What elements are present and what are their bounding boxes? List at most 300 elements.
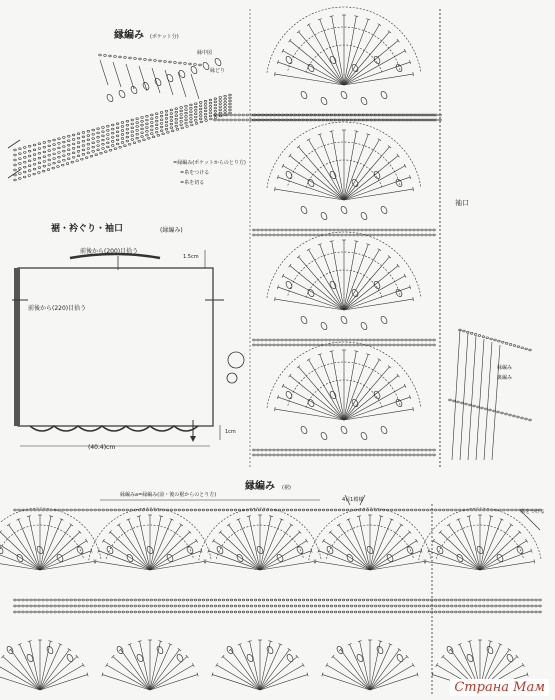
strip-row <box>121 142 124 144</box>
panel-row <box>393 229 396 231</box>
strip-row <box>162 133 165 135</box>
bottom-row <box>102 509 105 511</box>
panel-row <box>265 234 268 236</box>
strip-row <box>160 115 163 117</box>
strip-row <box>42 170 45 172</box>
strip-leaf <box>166 73 174 82</box>
bottom-row <box>206 611 209 613</box>
edge-dot <box>249 325 250 326</box>
bottom-row <box>531 599 534 601</box>
bottom-row <box>495 599 498 601</box>
strip-row <box>151 122 154 124</box>
bottom-row <box>214 599 217 601</box>
bottom-row <box>134 605 137 607</box>
bottom-fan <box>370 561 424 570</box>
panel-row <box>261 234 264 236</box>
strip-row <box>194 109 197 111</box>
bottom-row <box>182 611 185 613</box>
bottom-row <box>46 611 49 613</box>
bottom-row <box>362 509 365 511</box>
panel-row <box>369 454 372 456</box>
edge-dot <box>439 237 441 239</box>
strip-row <box>143 139 146 141</box>
strip-row <box>126 128 129 130</box>
bottom-fan <box>150 561 204 570</box>
panel-row <box>273 234 276 236</box>
strip-row <box>131 123 134 125</box>
stitch-tick <box>378 139 381 141</box>
strip-row <box>116 139 119 141</box>
panel-row <box>253 339 256 341</box>
strip-row <box>141 128 144 130</box>
edge-dot <box>249 193 250 194</box>
panel-row <box>297 234 300 236</box>
bottom-row <box>455 605 458 607</box>
bottom-row <box>426 599 429 601</box>
panel-row <box>377 339 380 341</box>
panel-row <box>349 234 352 236</box>
edge-dot <box>439 205 441 207</box>
edge-dot <box>439 333 441 335</box>
bottom-row <box>238 509 241 511</box>
panel-row <box>333 234 336 236</box>
strip-row <box>90 155 93 157</box>
panel-row <box>401 339 404 341</box>
legend-line-2: =糸をつける <box>180 170 210 176</box>
edge-dot <box>249 77 250 78</box>
strip-row <box>14 179 17 181</box>
strip-row <box>190 124 193 126</box>
bottom-row <box>186 509 189 511</box>
edge-dot <box>249 453 250 454</box>
strip-row <box>107 146 110 148</box>
bottom-row <box>118 611 121 613</box>
strip-row <box>164 61 167 63</box>
strip-row <box>43 156 46 158</box>
edge-dot <box>249 329 250 330</box>
strip-row <box>219 97 222 99</box>
edge-dot <box>249 73 250 74</box>
panel-row <box>293 229 296 231</box>
stitch-tick <box>326 663 328 666</box>
edge-dot <box>439 405 441 407</box>
edge-dot <box>249 433 250 434</box>
bottom-row <box>18 509 21 511</box>
edge-dot <box>249 101 250 102</box>
strip-row <box>194 64 197 66</box>
edge-dot <box>431 596 432 597</box>
strip-row <box>219 112 222 114</box>
bottom-row <box>270 605 273 607</box>
edge-dot <box>439 57 441 59</box>
strip-row <box>121 138 124 140</box>
panel-row <box>337 454 340 456</box>
strip-row <box>209 115 212 117</box>
strip-row <box>58 138 61 140</box>
strip-row <box>165 125 168 127</box>
bottom-row <box>443 605 446 607</box>
panel-row <box>281 449 284 451</box>
stitch-tick <box>275 297 276 301</box>
bottom-row <box>330 509 333 511</box>
strip-row <box>121 122 124 124</box>
bottom-row <box>150 605 153 607</box>
bottom-row <box>286 509 289 511</box>
fragment-row <box>449 399 452 401</box>
bottom-row <box>74 509 77 511</box>
bottom-row <box>250 611 253 613</box>
strip-row <box>19 173 22 175</box>
edge-dot <box>249 49 250 50</box>
bottom-row <box>330 599 333 601</box>
bottom-row <box>354 605 357 607</box>
bottom-row <box>210 605 213 607</box>
bottom-row <box>234 509 237 511</box>
bottom-row <box>98 611 101 613</box>
bottom-row <box>170 509 173 511</box>
watermark: Страна Мам <box>450 679 549 696</box>
strip-row <box>82 149 85 151</box>
panel-row <box>313 454 316 456</box>
bottom-row <box>358 599 361 601</box>
strip-row <box>124 57 127 59</box>
stitch-tick <box>534 559 535 563</box>
panel-row <box>429 229 432 231</box>
panel-row <box>293 454 296 456</box>
panel-row <box>265 339 268 341</box>
edge-dot <box>249 409 250 410</box>
bottom-row <box>342 611 345 613</box>
strip-row <box>219 103 222 105</box>
stitch-tick <box>269 516 273 517</box>
bottom-row <box>398 599 401 601</box>
bottom-row <box>146 605 149 607</box>
edge-dot <box>439 13 441 15</box>
edge-dot <box>249 153 250 154</box>
bottom-row <box>382 599 385 601</box>
panel-row <box>405 229 408 231</box>
edge-dot <box>439 209 441 211</box>
panel-row <box>389 344 392 346</box>
bottom-row <box>186 599 189 601</box>
edge-dot <box>249 133 250 134</box>
strip-row <box>53 162 56 164</box>
edge-dot <box>249 33 250 34</box>
edge-dot <box>431 672 432 673</box>
fragment-row <box>509 414 512 416</box>
panel-row <box>353 234 356 236</box>
panel-row <box>273 449 276 451</box>
fragment-row <box>477 406 480 408</box>
bottom-row <box>282 605 285 607</box>
strip-row <box>185 105 188 107</box>
bottom-fan <box>333 657 370 690</box>
bottom-row <box>118 605 121 607</box>
bottom-row <box>98 605 101 607</box>
bottom-row <box>230 599 233 601</box>
panel-row <box>301 454 304 456</box>
panel-row <box>333 339 336 341</box>
strip-row <box>126 120 129 122</box>
strip-row <box>209 109 212 111</box>
bottom-row <box>378 605 381 607</box>
bottom-row <box>439 611 442 613</box>
stitch-tick <box>425 559 426 563</box>
bottom-row <box>62 509 65 511</box>
edge-dot <box>439 85 441 87</box>
bottom-row <box>306 611 309 613</box>
strip-row <box>53 158 56 160</box>
strip-row <box>131 139 134 141</box>
stitch-tick <box>82 663 84 666</box>
bottom-row <box>14 605 17 607</box>
panel-row <box>361 449 364 451</box>
panel-row <box>369 344 372 346</box>
bottom-row <box>222 605 225 607</box>
bottom-row <box>190 599 193 601</box>
strip-leaf <box>154 77 162 86</box>
panel-row <box>337 234 340 236</box>
edge-dot <box>439 257 441 259</box>
strip-row <box>175 118 178 120</box>
panel-row <box>265 344 268 346</box>
strip-row <box>155 117 158 119</box>
strip-row <box>107 125 110 127</box>
panel-row <box>369 229 372 231</box>
edge-dot <box>249 129 250 130</box>
panel-row <box>373 234 376 236</box>
edge-dot <box>439 69 441 71</box>
edge-dot <box>439 21 441 23</box>
stitch-tick <box>106 663 108 666</box>
strip-leaf <box>214 57 222 66</box>
strip-row <box>114 148 117 150</box>
panel-row <box>333 344 336 346</box>
edge-dot <box>439 89 441 91</box>
fragment-stitch <box>476 339 484 460</box>
edge-dot <box>249 53 250 54</box>
bottom-row <box>46 509 49 511</box>
bottom-row <box>310 509 313 511</box>
bottom-row <box>70 611 73 613</box>
bottom-row <box>298 599 301 601</box>
stitch-tick <box>357 516 361 517</box>
bottom-row <box>274 599 277 601</box>
edge-dot <box>439 121 441 123</box>
edge-dot <box>439 321 441 323</box>
edge-dot <box>439 49 441 51</box>
strip-row <box>159 60 162 62</box>
bottom-row <box>310 599 313 601</box>
bottom-fan <box>480 519 502 570</box>
panel-row <box>289 339 292 341</box>
bottom-row <box>146 611 149 613</box>
bottom-row <box>459 605 462 607</box>
panel-row <box>409 449 412 451</box>
edge-dot <box>431 624 432 625</box>
edge-dot <box>431 508 432 509</box>
strip-row <box>185 116 188 118</box>
bottom-row <box>254 605 257 607</box>
panel-row <box>365 339 368 341</box>
stitch-tick <box>229 648 232 650</box>
bottom-row <box>66 509 69 511</box>
bottom-row <box>519 611 522 613</box>
bottom-row <box>326 605 329 607</box>
panel-row <box>297 454 300 456</box>
edge-dot <box>439 361 441 363</box>
bottom-leaf <box>486 645 494 654</box>
panel-row <box>397 229 400 231</box>
panel-row <box>373 229 376 231</box>
panel-row <box>365 229 368 231</box>
strip-row <box>204 104 207 106</box>
bottom-row <box>475 599 478 601</box>
strip-row <box>229 103 232 105</box>
edge-dot <box>439 329 441 331</box>
strip-row <box>136 133 139 135</box>
bottom-fan <box>260 561 314 570</box>
bottom-row <box>422 509 425 511</box>
strip-row <box>199 64 202 66</box>
strip-row <box>149 59 152 61</box>
panel-row <box>269 449 272 451</box>
panel-row <box>349 339 352 341</box>
strip-row <box>129 57 132 59</box>
stitch-tick <box>306 539 308 542</box>
panel-row <box>345 229 348 231</box>
panel-row <box>409 339 412 341</box>
panel-row <box>293 344 296 346</box>
bottom-row <box>170 605 173 607</box>
strip-row <box>136 137 139 139</box>
stitch-tick <box>330 351 334 352</box>
bottom-row <box>435 509 438 511</box>
panel-row <box>397 454 400 456</box>
bottom-row <box>58 599 61 601</box>
edge-dot <box>249 265 250 266</box>
stitch-tick <box>449 648 452 650</box>
panel-row <box>289 234 292 236</box>
panel-row <box>261 454 264 456</box>
stitch-tick <box>49 516 53 517</box>
bottom-row <box>447 599 450 601</box>
edge-dot <box>439 149 441 151</box>
bottom-row <box>150 611 153 613</box>
panel-row <box>325 229 328 231</box>
bottom-row <box>455 599 458 601</box>
edge-dot <box>249 457 250 458</box>
strip-row <box>157 134 160 136</box>
bottom-row <box>22 599 25 601</box>
stitch-tick <box>404 164 406 167</box>
bottom-row <box>218 611 221 613</box>
stitch-tick <box>379 516 383 517</box>
bottom-row <box>410 605 413 607</box>
edge-dot <box>439 153 441 155</box>
edge-row <box>234 119 237 121</box>
bottom-row <box>483 611 486 613</box>
panel-row <box>289 454 292 456</box>
bottom-row <box>98 599 101 601</box>
strip-row <box>47 169 50 171</box>
bottom-row <box>218 599 221 601</box>
bottom-row <box>422 611 425 613</box>
bottom-row <box>362 605 365 607</box>
edge-dot <box>439 125 441 127</box>
edge-dot <box>439 129 441 131</box>
edge-dot <box>249 221 250 222</box>
panel-leaf <box>380 315 388 324</box>
strip-row <box>185 112 188 114</box>
strip-row <box>63 146 66 148</box>
edge-dot <box>431 536 432 537</box>
strip-row <box>58 142 61 144</box>
edge-dot <box>439 245 441 247</box>
strip-row <box>97 132 100 134</box>
fragment-stitch <box>468 336 476 460</box>
bottom-row <box>22 611 25 613</box>
panel-row <box>321 449 324 451</box>
panel-row <box>413 234 416 236</box>
edge-dot <box>439 465 441 467</box>
bottom-row <box>515 599 518 601</box>
edge-dot <box>431 628 432 629</box>
edge-dot <box>439 345 441 347</box>
stitch-tick <box>330 16 334 17</box>
strip-row <box>63 159 66 161</box>
strip-leaf <box>106 93 114 102</box>
bottom-row <box>435 605 438 607</box>
edge-dot <box>439 197 441 199</box>
bottom-row <box>539 599 542 601</box>
panel-row <box>269 234 272 236</box>
label-sode: 袖口 <box>455 199 469 207</box>
bottom-row <box>346 611 349 613</box>
strip-row <box>133 142 136 144</box>
bottom-fan <box>223 657 260 690</box>
stitch-tick <box>378 249 381 251</box>
strip-leaf <box>142 81 150 90</box>
bottom-row <box>539 611 542 613</box>
bottom-row <box>418 509 421 511</box>
edge-dot <box>439 289 441 291</box>
bottom-row <box>78 605 81 607</box>
strip-row <box>63 150 66 152</box>
panel-row <box>425 344 428 346</box>
edge-dot <box>249 97 250 98</box>
panel-row <box>389 449 392 451</box>
stitch-tick <box>227 524 230 526</box>
bottom-row <box>222 599 225 601</box>
bottom-fan <box>150 675 198 690</box>
strip-row <box>102 127 105 129</box>
stitch-tick <box>330 241 334 242</box>
strip-row <box>43 146 46 148</box>
bottom-fan <box>480 561 534 570</box>
bottom-row <box>242 611 245 613</box>
bottom-row <box>50 605 53 607</box>
strip-row <box>28 155 31 157</box>
bottom-row <box>86 599 89 601</box>
panel-row <box>281 339 284 341</box>
fragment-row <box>498 340 501 342</box>
panel-row <box>301 339 304 341</box>
bottom-row <box>66 599 69 601</box>
bottom-row <box>258 611 261 613</box>
stitch-tick <box>212 539 214 542</box>
bottom-row <box>467 611 470 613</box>
